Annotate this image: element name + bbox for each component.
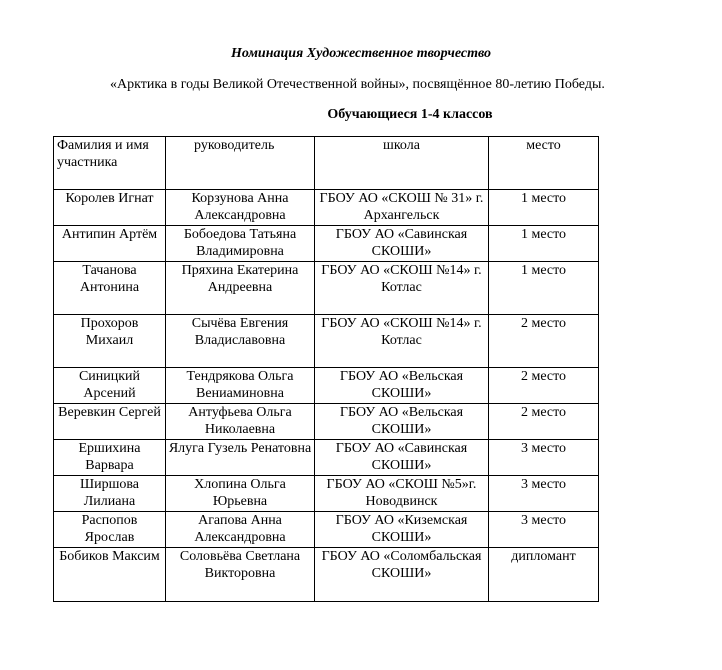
leader-cell: Соловьёва Светлана Викторовна (166, 548, 315, 602)
school-cell: ГБОУ АО «Киземская СКОШИ» (315, 512, 489, 548)
column-header-school: школа (315, 137, 489, 190)
school-cell: ГБОУ АО «Вельская СКОШИ» (315, 368, 489, 404)
table-row (54, 476, 599, 512)
table-row (54, 440, 599, 476)
place-cell: 1 место (489, 226, 599, 262)
school-cell: ГБОУ АО «СКОШ №14» г. Котлас (315, 262, 489, 315)
leader-cell: Хлопина Ольга Юрьевна (166, 476, 315, 512)
participant-cell: Антипин Артём (54, 226, 166, 262)
participant-cell: Прохоров Михаил (54, 315, 166, 368)
nomination-title: Номинация Художественное творчество (230, 46, 492, 61)
place-cell: 2 место (489, 315, 599, 368)
place-cell: 2 место (489, 368, 599, 404)
leader-cell: Тендрякова Ольга Вениаминовна (166, 368, 315, 404)
leader-cell: Корзунова Анна Александровна (166, 190, 315, 226)
participant-cell: Тачанова Антонина (54, 262, 166, 315)
place-cell: 1 место (489, 190, 599, 226)
table-row (54, 262, 599, 315)
table-row (54, 512, 599, 548)
participant-cell: Веревкин Сергей (54, 404, 166, 440)
leader-cell: Ялуга Гузель Ренатовна (166, 440, 315, 476)
grade-heading: Обучающиеся 1-4 классов (327, 107, 493, 122)
leader-cell: Антуфьева Ольга Николаевна (166, 404, 315, 440)
table-row (54, 190, 599, 226)
table-header-row (54, 137, 599, 190)
contest-subtitle: «Арктика в годы Великой Отечественной войны», посвящённое 80-летию Победы. (110, 77, 605, 92)
school-cell: ГБОУ АО «Вельская СКОШИ» (315, 404, 489, 440)
school-cell: ГБОУ АО «СКОШ № 31» г. Архангельск (315, 190, 489, 226)
school-cell: ГБОУ АО «Савинская СКОШИ» (315, 440, 489, 476)
participant-cell: Королев Игнат (54, 190, 166, 226)
place-cell: дипломант (489, 548, 599, 602)
school-cell: ГБОУ АО «Савинская СКОШИ» (315, 226, 489, 262)
table-row (54, 226, 599, 262)
school-cell: ГБОУ АО «СКОШ №5»г. Новодвинск (315, 476, 489, 512)
leader-cell: Бобоедова Татьяна Владимировна (166, 226, 315, 262)
participant-cell: Ширшова Лилиана (54, 476, 166, 512)
participant-cell: Синицкий Арсений (54, 368, 166, 404)
place-cell: 2 место (489, 404, 599, 440)
leader-cell: Сычёва Евгения Владиславовна (166, 315, 315, 368)
table-row (54, 315, 599, 368)
leader-cell: Агапова Анна Александровна (166, 512, 315, 548)
table-row (54, 548, 599, 602)
leader-cell: Пряхина Екатерина Андреевна (166, 262, 315, 315)
participant-cell: Бобиков Максим (54, 548, 166, 602)
place-cell: 3 место (489, 476, 599, 512)
place-cell: 3 место (489, 512, 599, 548)
participant-cell: Ершихина Варвара (54, 440, 166, 476)
participant-cell: Распопов Ярослав (54, 512, 166, 548)
school-cell: ГБОУ АО «Соломбальская СКОШИ» (315, 548, 489, 602)
column-header-participant: Фамилия и имя участника (54, 137, 166, 190)
school-cell: ГБОУ АО «СКОШ №14» г. Котлас (315, 315, 489, 368)
place-cell: 3 место (489, 440, 599, 476)
column-header-leader: руководитель (166, 137, 315, 190)
column-header-place: место (489, 137, 599, 190)
place-cell: 1 место (489, 262, 599, 315)
table-row (54, 404, 599, 440)
table-row (54, 368, 599, 404)
results-table (53, 136, 599, 602)
